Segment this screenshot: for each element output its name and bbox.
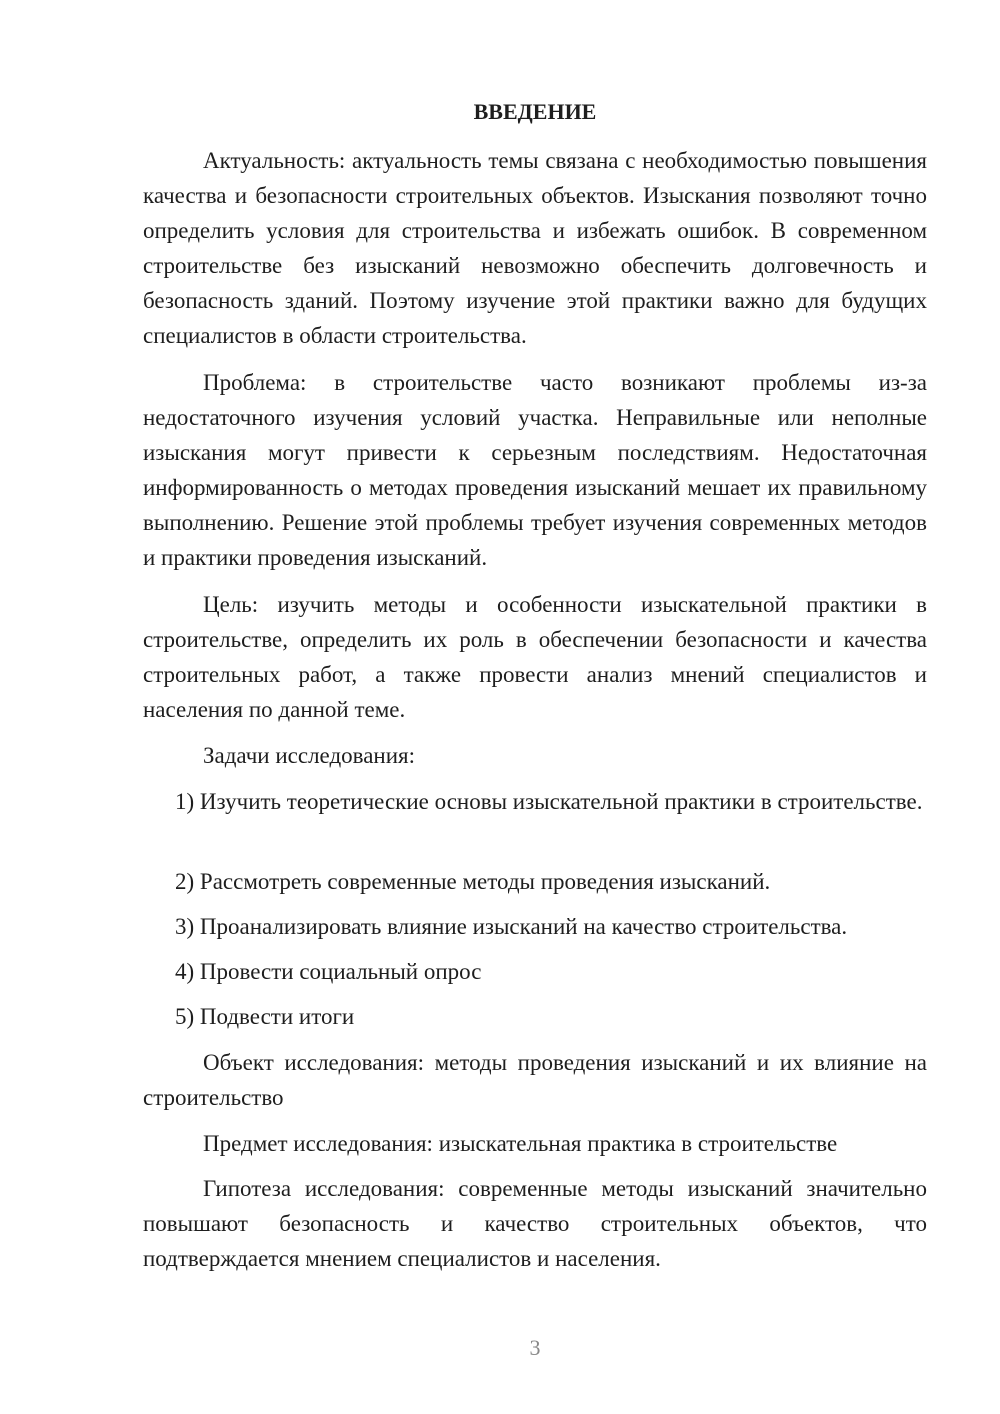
goal-paragraph: Цель: изучить методы и особенности изыскательной практики в строительстве, определить их роль в обеспечении безопасности и качества строительных работ, а также провести анализ мнений специалистов и населения по данной теме. xyxy=(143,592,927,722)
object-paragraph: Объект исследования: методы проведения изысканий и их влияние на строительство xyxy=(143,1050,927,1110)
hypothesis-paragraph: Гипотеза исследования: современные методы изысканий значительно повышают безопасность и качество строительных объектов, что подтверждается мнением специалистов и населения. xyxy=(143,1176,927,1271)
task-item: 1) Изучить теоретические основы изыскательной практики в строительстве. xyxy=(175,789,923,814)
tasks-heading: Задачи исследования: xyxy=(203,743,416,768)
task-item: 3) Проанализировать влияние изысканий на качество строительства. xyxy=(175,914,848,939)
task-item: 2) Рассмотреть современные методы проведения изысканий. xyxy=(175,869,771,894)
task-item: 5) Подвести итоги xyxy=(175,1004,355,1029)
page-number: 3 xyxy=(529,1335,541,1360)
problem-paragraph: Проблема: в строительстве часто возникают проблемы из-за недостаточного изучения условий участка. Неправильные или неполные изыскания могут привести к серьезным последствиям. Недостаточная информированность о методах проведения изысканий мешает их правильному выполнению. Решение этой проблемы требует изучения современных методов и практики проведения изысканий. xyxy=(143,370,927,570)
section-title: ВВЕДЕНИЕ xyxy=(473,99,597,124)
relevance-paragraph: Актуальность: актуальность темы связана с необходимостью повышения качества и безопасности строительных объектов. Изыскания позволяют точно определить условия для строительства и избежать ошибок. В современном строительстве без изысканий невозможно обеспечить долговечность и безопасность зданий. Поэтому изучение этой практики важно для будущих специалистов в области строительства. xyxy=(143,148,927,348)
task-item: 4) Провести социальный опрос xyxy=(175,959,482,984)
subject-paragraph: Предмет исследования: изыскательная практика в строительстве xyxy=(203,1131,838,1156)
